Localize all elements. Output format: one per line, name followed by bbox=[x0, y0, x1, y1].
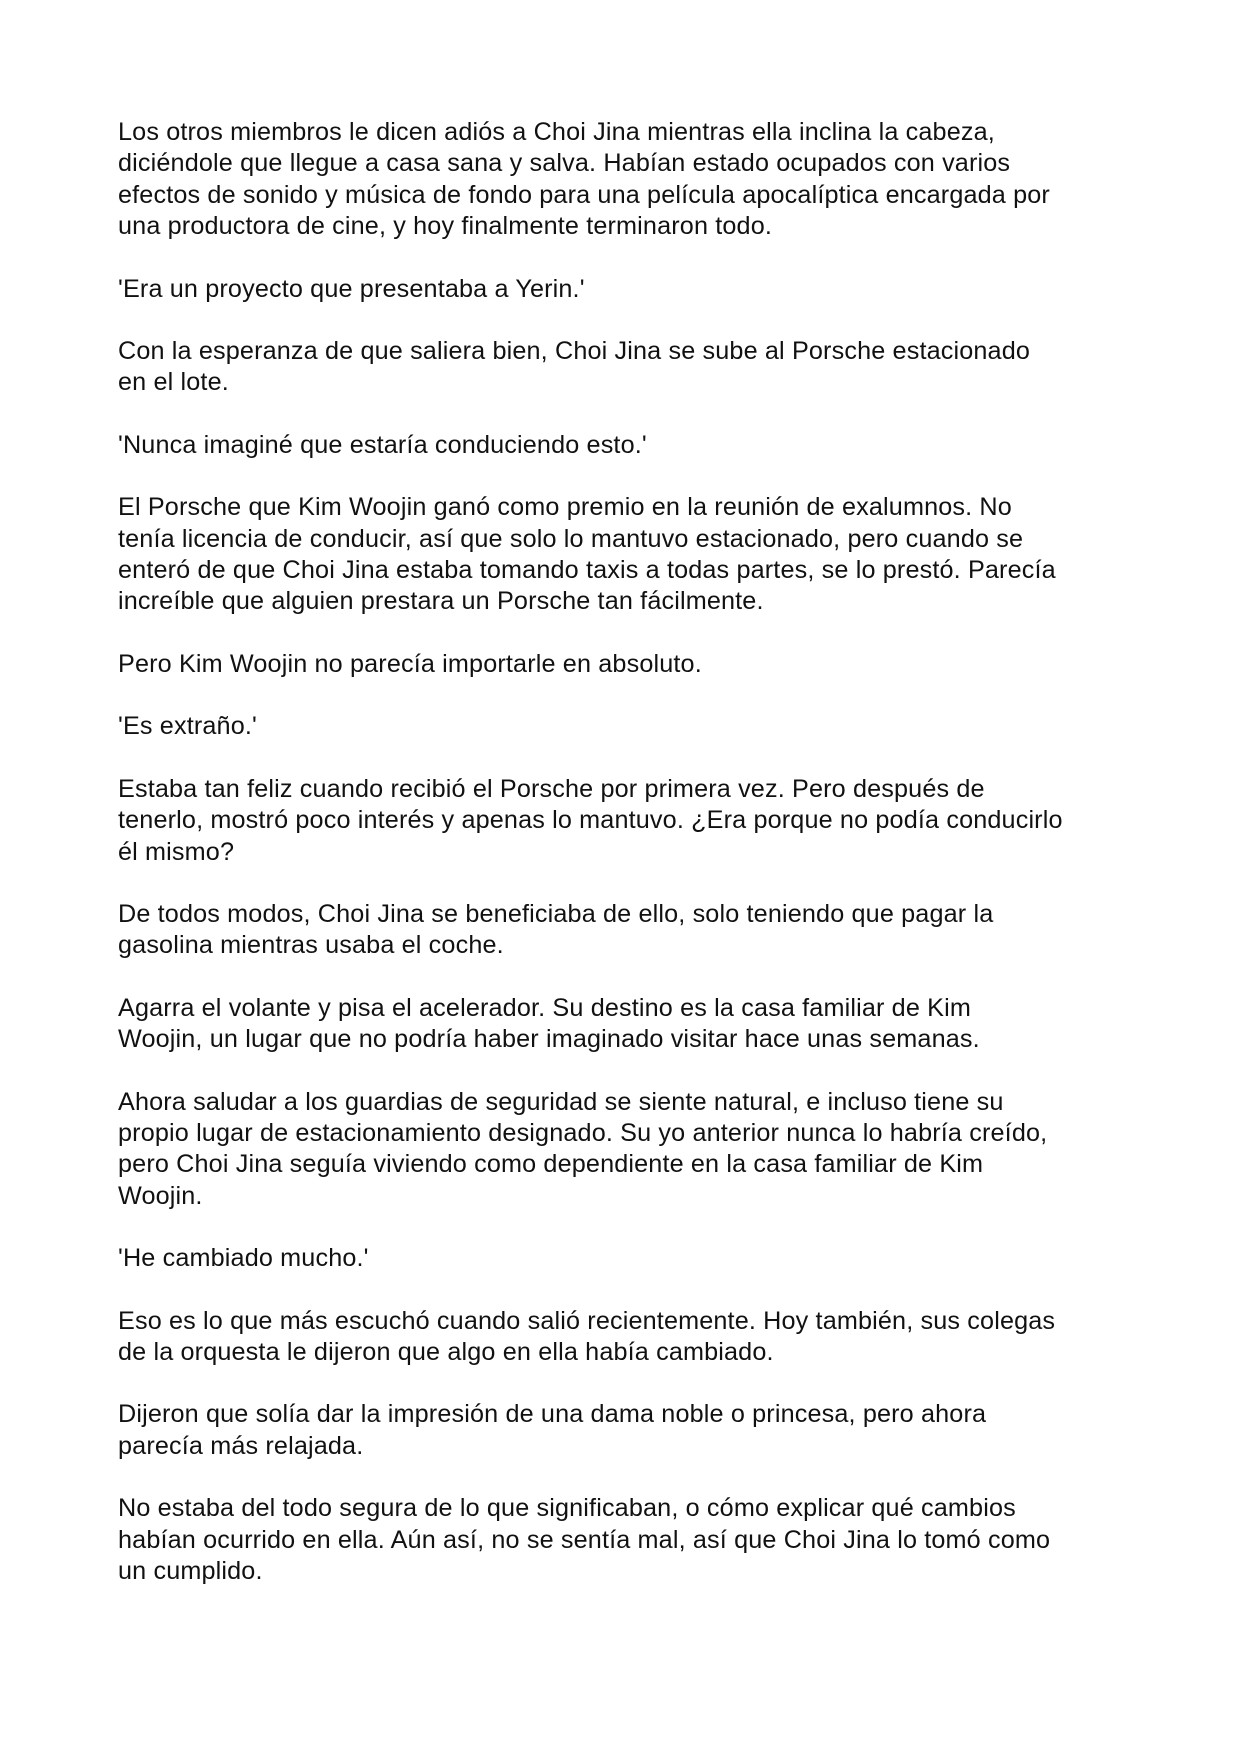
paragraph-12: 'He cambiado mucho.' bbox=[118, 1244, 369, 1273]
document-body bbox=[118, 117, 1148, 1618]
paragraph-5: El Porsche que Kim Woojin ganó como premio en la reunión de exalumnos. No tenía licencia de conducir, así que solo lo mantuvo estacionado, pero cuando se enteró de que Choi Jina estaba tomando taxis a todas partes, se lo prestó. Parecía increíble que alguien prestara un Porsche tan fácilmente. bbox=[118, 493, 1056, 616]
paragraph-15: No estaba del todo segura de lo que significaban, o cómo explicar qué cambios habían ocurrido en ella. Aún así, no se sentía mal, así que Choi Jina lo tomó como un cumplido. bbox=[118, 1494, 1051, 1585]
paragraph-4: 'Nunca imaginé que estaría conduciendo esto.' bbox=[118, 430, 647, 459]
paragraph-8: Estaba tan feliz cuando recibió el Porsche por primera vez. Pero después de tenerlo, mostró poco interés y apenas lo mantuvo. ¿Era porque no podía conducirlo él mismo? bbox=[118, 774, 1063, 866]
paragraph-10: Agarra el volante y pisa el acelerador. Su destino es la casa familiar de Kim Woojin, un lugar que no podría haber imaginado visitar hace unas semanas. bbox=[118, 993, 980, 1054]
paragraph-11: Ahora saludar a los guardias de seguridad se siente natural, e incluso tiene su propio lugar de estacionamiento designado. Su yo anterior nunca lo habría creído, pero Choi Jina seguía viviendo como dependiente en la casa familiar de Kim Woojin. bbox=[118, 1087, 1048, 1210]
paragraph-7: 'Es extraño.' bbox=[118, 712, 257, 741]
paragraph-2: 'Era un proyecto que presentaba a Yerin.' bbox=[118, 274, 585, 303]
paragraph-6: Pero Kim Woojin no parecía importarle en absoluto. bbox=[118, 649, 702, 678]
paragraph-9: De todos modos, Choi Jina se beneficiaba de ello, solo teniendo que pagar la gasolina mientras usaba el coche. bbox=[118, 899, 994, 960]
paragraph-13: Eso es lo que más escuchó cuando salió recientemente. Hoy también, sus colegas de la orquesta le dijeron que algo en ella había cambiado. bbox=[118, 1306, 1056, 1366]
paragraph-3: Con la esperanza de que saliera bien, Choi Jina se sube al Porsche estacionado en el lote. bbox=[118, 337, 1031, 397]
paragraph-14: Dijeron que solía dar la impresión de una dama noble o princesa, pero ahora parecía más relajada. bbox=[118, 1400, 987, 1460]
paragraph-1: Los otros miembros le dicen adiós a Choi Jina mientras ella inclina la cabeza, diciéndole que llegue a casa sana y salva. Habían estado ocupados con varios efectos de sonido y música de fondo para una película apocalíptica encargada por una productora de cine, y hoy finalmente terminaron todo. bbox=[118, 118, 1050, 241]
